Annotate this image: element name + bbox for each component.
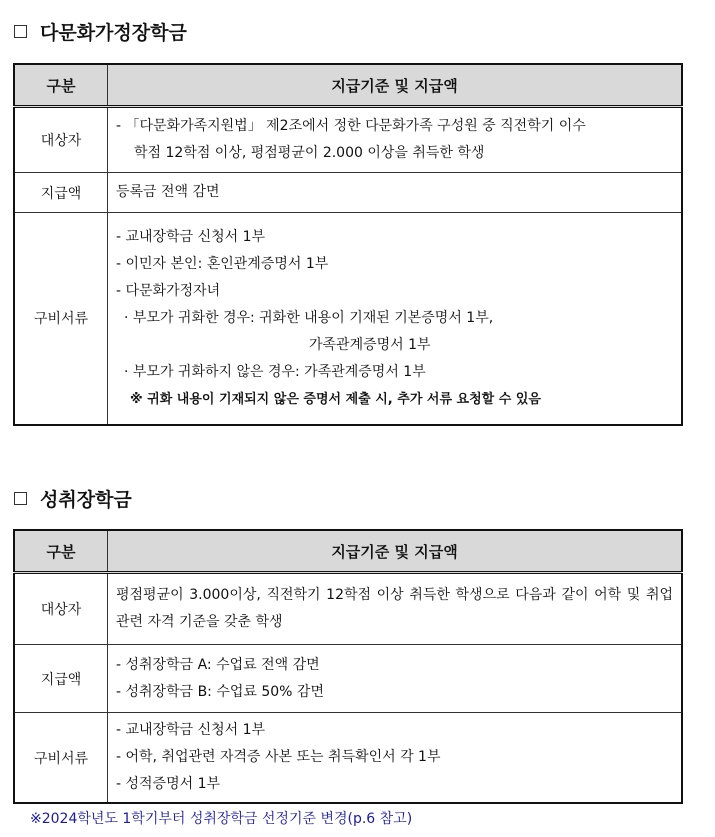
target-line: - 「다문화가족지원법」 제2조에서 정한 다문화가족 구성원 중 직전학기 이수: [116, 118, 586, 134]
checkbox-icon: [14, 25, 27, 38]
footnote: ※2024학년도 1학기부터 성취장학금 선정기준 변경(p.6 참고): [30, 811, 413, 827]
header-criteria: 지급기준 및 지급액: [108, 530, 683, 573]
row-label-documents: 구비서류: [14, 713, 108, 804]
row-label-target: 대상자: [14, 107, 108, 173]
document-item: - 성적증명서 1부: [116, 776, 221, 792]
target-content: [108, 107, 683, 173]
document-subitem: · 부모가 귀화하지 않은 경우: 가족관계증명서 1부: [124, 363, 426, 380]
document-subitem-continued: 가족관계증명서 1부: [309, 336, 431, 353]
achievement-scholarship-table: [13, 529, 683, 804]
header-criteria: 지급기준 및 지급액: [108, 64, 683, 107]
document-subitem: · 부모가 귀화한 경우: 귀화한 내용이 기재된 기본증명서 1부,: [124, 309, 494, 326]
row-label-amount: 지급액: [14, 173, 108, 213]
checkbox-icon: [14, 492, 27, 505]
section-title-achievement: [14, 485, 132, 512]
row-label-documents: 구비서류: [14, 213, 108, 425]
row-label-target: 대상자: [14, 573, 108, 645]
documents-note: ※ 귀화 내용이 기재되지 않은 증명서 제출 시, 추가 서류 요청할 수 있음: [130, 391, 541, 407]
document-item: - 교내장학금 신청서 1부: [116, 228, 266, 245]
section-title-text: 성취장학금: [40, 489, 132, 511]
documents-content: [108, 213, 683, 425]
section-title-text: 다문화가정장학금: [40, 22, 187, 44]
target-text: 평점평균이 3.000이상, 직전학기 12학점 이상 취득한 학생으로 다음과 같이 어학 및 취업 관련 자격 기준을 갖춘 학생: [116, 587, 673, 630]
header-category: 구분: [14, 530, 108, 573]
document-item: - 어학, 취업관련 자격증 사본 또는 취득확인서 각 1부: [116, 749, 441, 765]
section-title-multicultural: [14, 18, 187, 45]
amount-item: - 성취장학금 B: 수업료 50% 감면: [116, 683, 324, 700]
row-label-amount: 지급액: [14, 645, 108, 713]
document-item: - 다문화가정자녀: [116, 282, 221, 299]
multicultural-scholarship-table: [13, 63, 683, 426]
amount-content: [108, 645, 683, 713]
document-item: - 이민자 본인: 혼인관계증명서 1부: [116, 255, 329, 272]
document-item: - 교내장학금 신청서 1부: [116, 722, 266, 738]
target-content: [108, 573, 683, 645]
documents-content: [108, 713, 683, 804]
target-line: 학점 12학점 이상, 평점평균이 2.000 이상을 취득한 학생: [134, 145, 485, 161]
header-category: 구분: [14, 64, 108, 107]
amount-content: 등록금 전액 감면: [108, 173, 683, 213]
amount-item: - 성취장학금 A: 수업료 전액 감면: [116, 656, 320, 673]
